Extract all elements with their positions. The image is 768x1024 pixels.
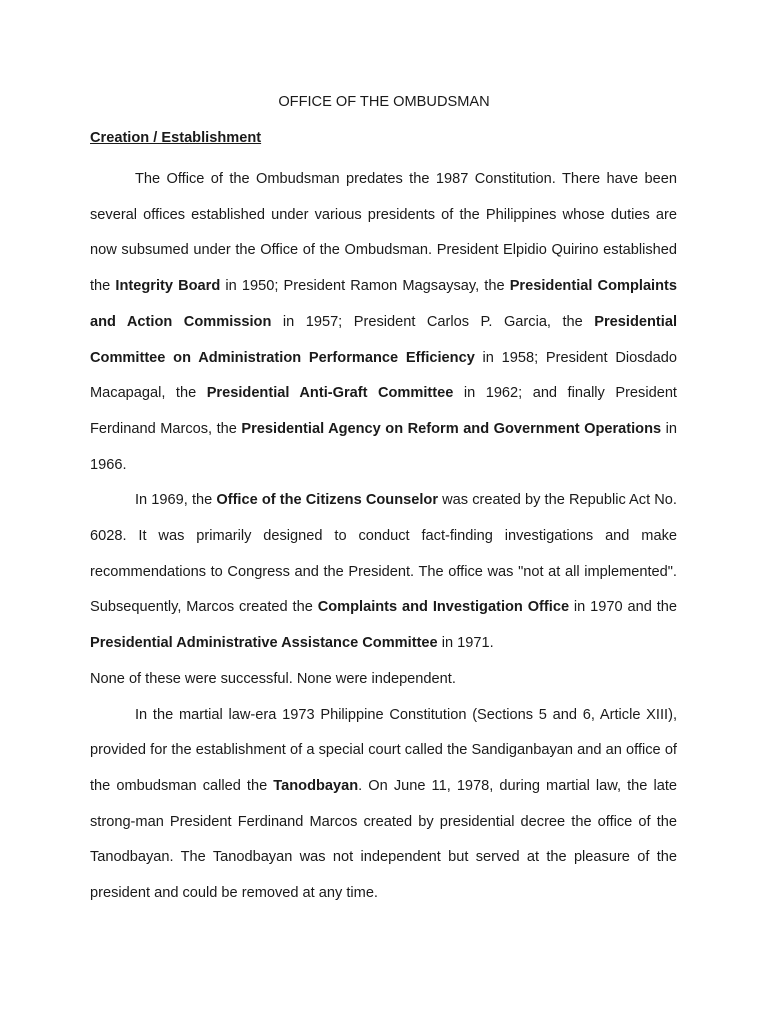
emphasis-pcac: Presidential Complaints and Action Commission xyxy=(90,278,678,330)
text-run: was created by the Republic Act No. 6028. It was primarily designed to conduct fact-finding investigations and make recommendations to Congress and the President. The office was "not at all implemented". Subsequently, Marcos created the xyxy=(90,492,677,616)
paragraph-predecessor-offices xyxy=(90,162,677,483)
text-run: in 1970 and the xyxy=(569,599,677,616)
emphasis-citizens-counselor: Office of the Citizens Counselor xyxy=(216,492,438,509)
text-run: In 1969, the xyxy=(135,492,217,509)
paragraph-tanodbayan xyxy=(90,698,677,912)
text-run: In the martial law-era 1973 Philippine Constitution (Sections 5 and 6, Article XIII), provided for the establishment of a special court called the Sandiganbayan and an office of the ombudsman called the xyxy=(90,706,677,794)
text-run: in 1966. xyxy=(90,420,677,473)
paragraph-citizens-counselor xyxy=(90,483,677,662)
paragraph-summary: None of these were successful. None were independent. xyxy=(90,670,456,687)
emphasis-paac: Presidential Administrative Assistance Committee xyxy=(90,635,438,652)
emphasis-parago: Presidential Agency on Reform and Government Operations xyxy=(241,420,662,437)
document-body xyxy=(90,162,677,912)
emphasis-integrity-board: Integrity Board xyxy=(115,278,221,295)
text-run: in 1962; and finally President Ferdinand Marcos, the xyxy=(90,385,677,437)
document-title: OFFICE OF THE OMBUDSMAN xyxy=(278,94,490,110)
text-run: . On June 11, 1978, during martial law, the late strong-man President Ferdinand Marcos created by presidential decree the office of the Tanodbayan. The Tanodbayan was not independent but served at the pleasure of the president and could be removed at any time. xyxy=(90,777,678,902)
text-run: in 1958; President Diosdado Macapagal, the xyxy=(90,349,677,402)
emphasis-cio: Complaints and Investigation Office xyxy=(317,599,570,616)
text-run: in 1950; President Ramon Magsaysay, the xyxy=(220,278,510,295)
text-run: in 1957; President Carlos P. Garcia, the xyxy=(271,313,595,330)
emphasis-pagc: Presidential Anti-Graft Committee xyxy=(206,385,454,402)
text-run: The Office of the Ombudsman predates the 1987 Constitution. There have been several offices established under various presidents of the Philippines whose duties are now subsumed under the Office of the Ombudsman. President Elpidio Quirino established the xyxy=(90,171,677,295)
emphasis-tanodbayan: Tanodbayan xyxy=(273,777,359,794)
section-heading: Creation / Establishment xyxy=(90,130,262,146)
emphasis-pcape: Presidential Committee on Administration Performance Efficiency xyxy=(90,313,677,366)
text-run: in 1971. xyxy=(437,635,494,652)
